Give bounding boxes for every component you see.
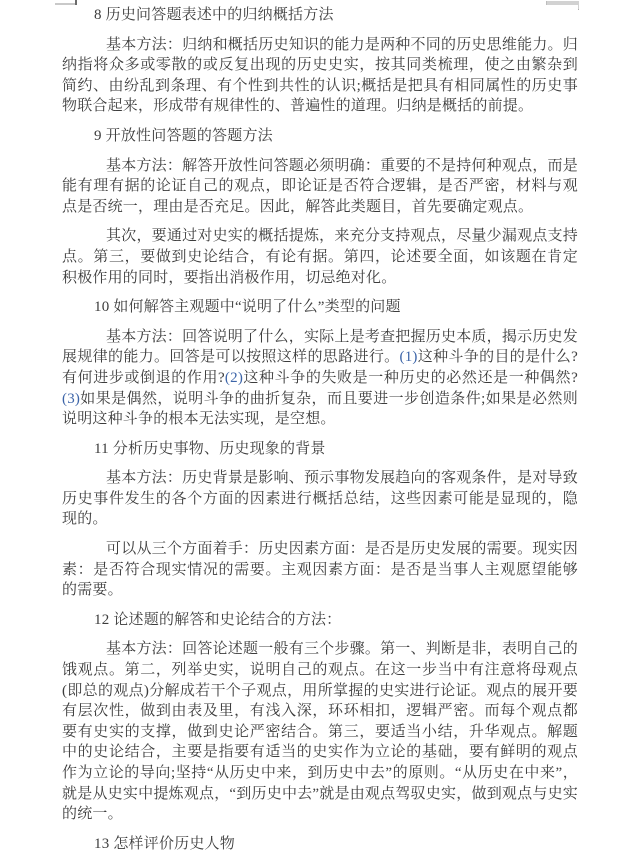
paragraph [62,156,578,218]
section-heading: 13 怎样评价历史人物 [94,835,235,852]
section-heading: 9 开放性问答题的答题方法 [94,127,273,144]
document-body [62,5,578,863]
paragraph-text: 基本方法：回答论述题一般有三个步骤。第一、判断是非，表明自己的饿观点。第二，列举史实，说明自己的观点。在这一步当中有注意将母观点(即总的观点)分解成若干个子观点，用所掌握的史实进行论证。观点的展开要有层次性，做到由表及里，有浅入深，环环相扣，逻辑严密。而每个观点都要有史实的支撑，做到史论严密结合。第三，要适当小结，升华观点。解题中的史论结合，主要是指要有适当的史实作为立论的基础，要有鲜明的观点作为立论的导向;坚持“从历史中来，到历史中去”的原则。“从历史在中来”，就是从史实中提炼观点，“到历史中去”就是由观点驾驭史实，做到观点与史实的统一。 [62,641,578,823]
section-heading: 10 如何解答主观题中“说明了什么”类型的问题 [94,299,401,316]
paragraph-text: 如果是偶然，说明斗争的曲折复杂，而且要进一步创造条件;如果是必然则说明这种斗争的根本无法实现，是空想。 [62,390,578,428]
paragraph-text: 可以从三个方面着手：历史因素方面：是否是历史发展的需要。现实因素：是否符合现实情况的需要。主观因素方面：是否是当事人主观愿望能够的需要。 [62,541,578,599]
section-heading: 11 分析历史事物、历史现象的背景 [94,440,326,457]
paragraph-text: 基本方法：解答开放性问答题必须明确：重要的不是持何种观点，而是能有理有据的论证自己的观点，即论证是否符合逻辑，是否严密，材料与观点是否统一，理由是否充足。因此，解答此类题目，首先要确定观点。 [62,157,578,215]
paragraph [62,327,578,430]
paragraph-text: 基本方法：归纳和概括历史知识的能力是两种不同的历史思维能力。归纳指将众多或零散的或反复出现的历史史实，按其同类梳理，使之由繁杂到简约、由纷乱到条理、有个性到共性的认识;概括是把具有相同属性的历史事物联合起来，形成带有规律性的、普遍性的道理。归纳是概括的前提。 [62,36,578,115]
section-heading: 12 论述题的解答和史论结合的方法： [94,611,342,628]
paragraph [62,468,578,530]
paragraph [62,639,578,824]
paragraph [62,35,578,117]
section-heading: 8 历史问答题表述中的归纳概括方法 [94,7,334,23]
paragraph [62,539,578,601]
numbered-point-marker: (2) [224,369,244,386]
paragraph-text: 其次，要通过对史实的概括提炼，来充分支持观点，尽量少漏观点支持点。第三，要做到史论结合，有论有据。第四，论述要全面，如该题在肯定积极作用的同时，要指出消极作用，切忌绝对化。 [62,228,578,286]
paragraph [62,226,578,288]
numbered-point-marker: (3) [62,390,81,407]
paragraph-text: 这种斗争的失败是一种历史的必然还是一种偶然? [243,369,579,386]
paragraph-text: 基本方法：历史背景是影响、预示事物发展趋向的客观条件，是对导致历史事件发生的各个方面的因素进行概括总结，这些因素可能是显现的，隐现的。 [62,470,578,528]
paragraph-text: 基本方法：回答说明了什么，实际上是考查把握历史本质，揭示历史发展规律的能力。回答是可以按照这样的思路进行。 [62,328,578,366]
numbered-point-marker: (1) [399,349,418,366]
paragraph-text: 这种斗争的目的是什么?有何进步或倒退的作用? [62,349,578,386]
